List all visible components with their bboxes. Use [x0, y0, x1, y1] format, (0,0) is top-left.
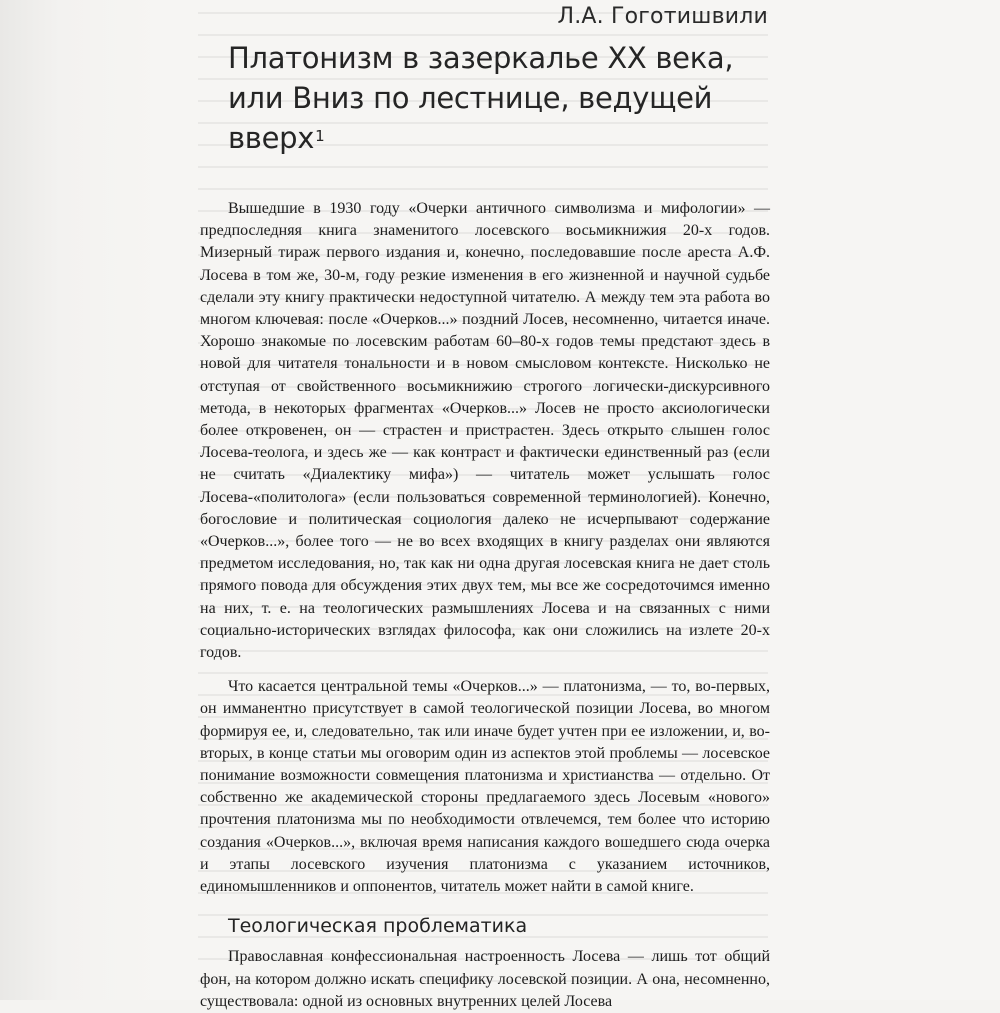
running-header-author: Л.А. Гоготишвили: [557, 4, 768, 29]
paragraph-intro: Вышедшие в 1930 году «Очерки античного символизма и мифологии» — предпоследняя книга знаменитого лосевского восьмикнижия 20-х годов. Мизерный тираж первого издания и, конечно, последовавшие после ареста А.Ф. Лосева в том же, 30-м, году резкие изменения в его жизненной и научной судьбе сделали эту книгу практически недоступной читателю. А между тем эта работа во многом ключевая: после «Очерков...» поздний Лосев, несомненно, читается иначе. Хорошо знакомые по лосевским работам 60–80-х годов темы предстают здесь в новой для читателя тональности и в новом смысловом контексте. Нисколько не отступая от свойственного восьмикнижию строгого логически-дискурсивного метода, в некоторых фрагментах «Очерков...» Лосев не просто аксиологически более откровенен, он — страстен и пристрастен. Здесь открыто слышен голос Лосева-теолога, и здесь же — как контраст и фактически единственный раз (если не считать «Диалектику мифа») — читатель может услышать голос Лосева-«политолога» (если пользоваться современной терминологией). Конечно, богословие и политическая социология далеко не исчерпывают содержание «Очерков...», более того — не во всех входящих в книгу разделах они являются предметом исследования, но, так как ни одна другая лосевская книга не дает столь прямого повода для обсуждения этих двух тем, мы все же сосредоточимся именно на них, т. е. на теологических размышлениях Лосева и на связанных с ними социально-исторических взглядах философа, как они сложились на излете 20-х годов.: [200, 200, 770, 662]
article-title: [228, 38, 788, 158]
article-body: [200, 198, 770, 1013]
paragraph-platonism: Что касается центральной темы «Очерков...» — платонизма, — то, во-первых, он имманентно присутствует в самой теологической позиции Лосева, во многом формируя ее, и, следовательно, так или иначе будет учтен при ее изложении, и, во-вторых, в конце статьи мы оговорим один из аспектов этой проблемы — лосевское понимание возможности совмещения платонизма и христианства — отдельно. От собственно же академической стороны предлагаемого здесь Лосевым «нового» прочтения платонизма мы по необходимости отвлечемся, тем более что историю создания «Очерков...», включая время написания каждого вошедшего сюда очерка и этапы лосевского изучения платонизма с указанием источников, единомышленников и оппонентов, читатель может найти в самой книге.: [200, 678, 770, 896]
paragraph-section-start: Православная конфессиональная настроенность Лосева — лишь тот общий фон, на котором должно искать специфику лосевской позиции. А она, несомненно, существовала: одной из основных внутренних целей Лосева: [200, 948, 770, 1010]
article-title-text: Платонизм в зазеркалье XX века, или Вниз по лестнице, ведущей вверх: [228, 41, 734, 155]
section-heading: Теологическая проблематика: [228, 915, 528, 938]
title-footnote-mark: 1: [315, 127, 325, 145]
